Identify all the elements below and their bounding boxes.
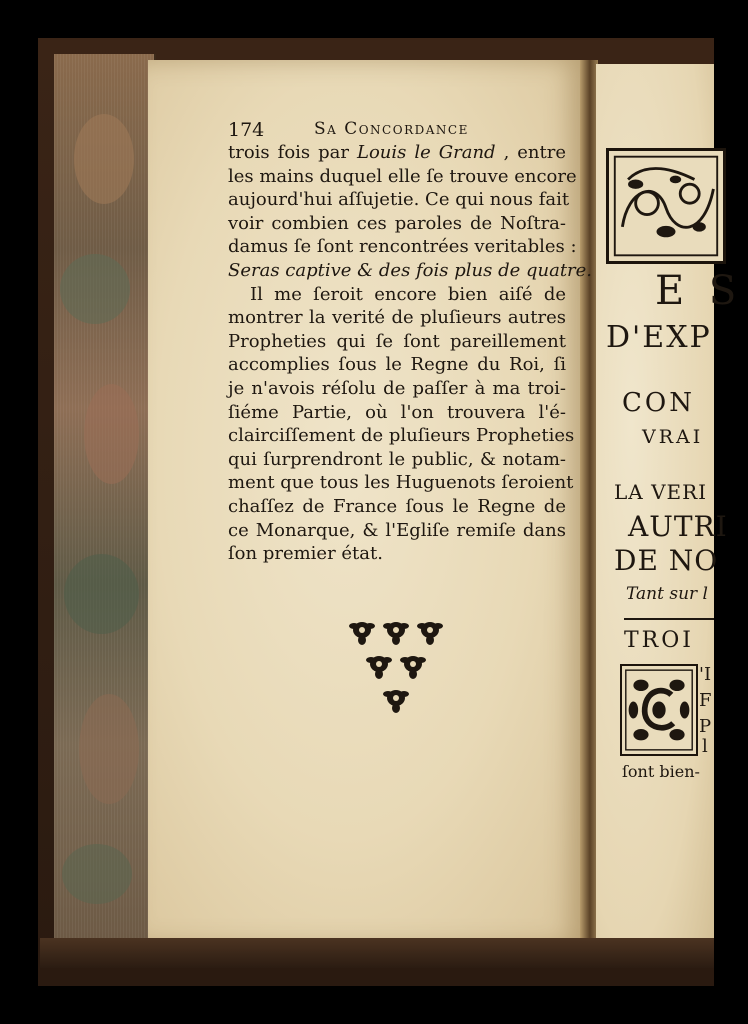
line-text: accomplies ſous le Regne du Roi, ſi <box>228 354 566 376</box>
right-last-line: ſont bien- <box>622 762 700 781</box>
line-text: je n'avois réſolu de paſſer à ma troi- <box>228 377 566 399</box>
line-text: qui ſurprendront le public, & notam- <box>228 448 566 470</box>
line-italic-text: Seras captive & des fois plus de quatre. <box>228 259 593 281</box>
running-head: Sa Concordance <box>314 119 469 139</box>
title-line-8: Tant sur l <box>626 584 708 604</box>
line-text: clairciſſement de pluſieurs Propheties <box>228 425 575 447</box>
text-line <box>228 471 574 495</box>
title-line-7: DE NO <box>614 544 719 577</box>
right-initial-line-2: F <box>699 690 712 711</box>
text-line <box>228 283 566 307</box>
line-text: Propheties qui ſe ſont pareillement <box>228 330 566 352</box>
page-number: 174 <box>228 119 265 141</box>
text-line <box>228 188 570 212</box>
text-line <box>228 141 566 165</box>
text-line <box>228 306 566 330</box>
line-text: Il me ſeroit encore bien aiſé de <box>250 283 566 305</box>
text-line <box>228 495 566 519</box>
line-text: damus ſe ſont rencontrées veritables : <box>228 236 577 258</box>
book-bottom-edge <box>40 938 714 968</box>
line-text: ce Monarque, & l'Egliſe remiſe dans <box>228 519 566 541</box>
text-line <box>228 424 575 448</box>
line-text: montrer la verité de pluſieurs autres <box>228 307 566 329</box>
text-line <box>228 330 566 354</box>
text-line <box>228 377 566 401</box>
title-line-5: LA VERI <box>614 480 708 504</box>
line-text: trois fois par <box>228 142 357 163</box>
woodcut-headpiece <box>606 148 726 264</box>
body-text <box>228 141 593 566</box>
title-line-9: TROI <box>624 628 694 653</box>
title-line-4: VRAI <box>642 426 704 448</box>
line-text: chaſſez de France ſous le Regne de <box>228 495 566 517</box>
line-text: voir combien ces paroles de Noſtra- <box>228 212 566 234</box>
text-line <box>228 353 566 377</box>
title-line-2: D'EXP <box>606 320 712 355</box>
text-line <box>228 542 566 566</box>
decorated-initial-letter <box>620 664 698 756</box>
line-text: ment que tous les Huguenots ſeroient <box>228 472 574 494</box>
line-text: aujourd'hui aſſujetie. Ce qui nous fait <box>228 189 570 211</box>
text-line <box>228 519 566 543</box>
line-text: ſon premier état. <box>228 543 383 565</box>
line-italic-text: Louis le Grand <box>356 142 496 163</box>
title-line-6: AUTRI <box>628 510 728 543</box>
text-line <box>228 448 566 472</box>
title-rule <box>624 618 714 620</box>
text-line <box>228 401 566 425</box>
text-line <box>228 165 577 189</box>
text-line <box>228 212 566 236</box>
marbled-fore-edge <box>54 54 156 939</box>
line-text: ſiéme Partie, où l'on trouvera l'é- <box>228 401 566 423</box>
line-text: les mains duquel elle ſe trouve encore <box>228 165 577 187</box>
text-line <box>228 259 593 283</box>
line-text: , entre <box>495 142 567 163</box>
title-line-3: CON <box>622 388 695 418</box>
text-line <box>228 235 577 259</box>
right-initial-line-1: 'I <box>699 664 712 685</box>
floral-tailpiece-ornament <box>346 616 446 720</box>
title-line-1: E S <box>655 268 743 314</box>
page-header <box>228 119 570 141</box>
right-initial-line-4: l <box>702 736 708 757</box>
right-initial-line-3: P <box>699 716 712 737</box>
